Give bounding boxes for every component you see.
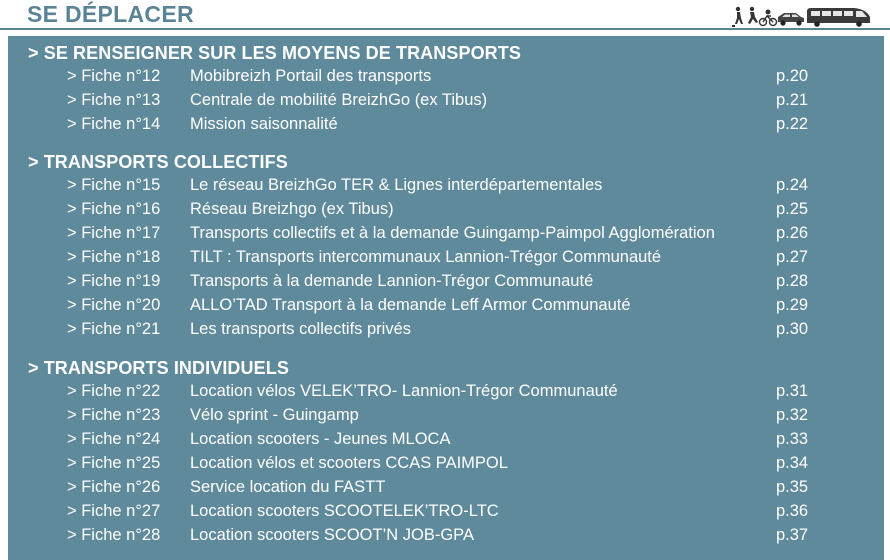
page-number: p.36 (776, 502, 809, 520)
toc-row[interactable] (0, 502, 890, 526)
fiche-title: Location scooters SCOOT’N JOB-GPA (190, 526, 474, 544)
fiche-number: > Fiche n°22 (67, 382, 161, 400)
fiche-title: ALLO’TAD Transport à la demande Leff Armor Communauté (190, 296, 631, 314)
fiche-title: Transports à la demande Lannion-Trégor Communauté (190, 272, 594, 290)
page-number: p.29 (776, 296, 809, 314)
fiche-number: > Fiche n°23 (67, 406, 161, 424)
fiche-number: > Fiche n°28 (67, 526, 161, 544)
page-number: p.30 (776, 320, 809, 338)
page-number: p.31 (776, 382, 809, 400)
fiche-number: > Fiche n°13 (67, 91, 161, 109)
toc-row[interactable] (0, 115, 890, 139)
page-number: p.24 (776, 176, 809, 194)
fiche-number: > Fiche n°21 (67, 320, 161, 338)
fiche-number: > Fiche n°24 (67, 430, 161, 448)
page-number: p.35 (776, 478, 809, 496)
toc-row[interactable] (0, 382, 890, 406)
toc-row[interactable] (0, 91, 890, 115)
fiche-title: Location vélos et scooters CCAS PAIMPOL (190, 454, 508, 472)
toc-row[interactable] (0, 320, 890, 344)
toc-row[interactable] (0, 296, 890, 320)
fiche-number: > Fiche n°25 (67, 454, 161, 472)
fiche-title: Service location du FASTT (190, 478, 386, 496)
page-number: p.33 (776, 430, 809, 448)
fiche-number: > Fiche n°16 (67, 200, 161, 218)
fiche-title: Vélo sprint - Guingamp (190, 406, 359, 424)
fiche-title: Le réseau BreizhGo TER & Lignes interdépartementales (190, 176, 603, 194)
fiche-number: > Fiche n°15 (67, 176, 161, 194)
fiche-title: Mission saisonnalité (190, 115, 338, 133)
fiche-title: Location scooters - Jeunes MLOCA (190, 430, 451, 448)
page-number: p.20 (776, 67, 809, 85)
page-title: SE DÉPLACER (27, 1, 194, 27)
page-number: p.26 (776, 224, 809, 242)
section-heading-individual-transport: > TRANSPORTS INDIVIDUELS (28, 358, 289, 378)
fiche-number: > Fiche n°26 (67, 478, 161, 496)
fiche-number: > Fiche n°20 (67, 296, 161, 314)
fiche-title: Location vélos VELEK’TRO- Lannion-Trégor Communauté (190, 382, 618, 400)
bus-icon (807, 8, 870, 27)
fiche-title: Transports collectifs et à la demande Guingamp-Paimpol Agglomération (190, 224, 715, 242)
page-header (0, 0, 890, 34)
fiche-title: Mobibreizh Portail des transports (190, 67, 432, 85)
fiche-number: > Fiche n°19 (67, 272, 161, 290)
toc-row[interactable] (0, 224, 890, 248)
fiche-number: > Fiche n°17 (67, 224, 161, 242)
runner-icon (748, 7, 758, 24)
toc-row[interactable] (0, 200, 890, 224)
page-number: p.32 (776, 406, 809, 424)
page-number: p.25 (776, 200, 809, 218)
page-number: p.22 (776, 115, 809, 133)
fiche-number: > Fiche n°14 (67, 115, 161, 133)
fiche-number: > Fiche n°18 (67, 248, 161, 266)
fiche-title: TILT : Transports intercommunaux Lannion-Trégor Communauté (190, 248, 662, 266)
car-icon (778, 13, 804, 26)
page-number: p.21 (776, 91, 809, 109)
page-number: p.34 (776, 454, 809, 472)
toc-row[interactable] (0, 176, 890, 200)
toc-row[interactable] (0, 478, 890, 502)
toc-row[interactable] (0, 526, 890, 550)
page-number: p.27 (776, 248, 809, 266)
page-number: p.37 (776, 526, 809, 544)
page-number: p.28 (776, 272, 809, 290)
section-heading-collective-transport: > TRANSPORTS COLLECTIFS (28, 152, 288, 172)
toc-row[interactable] (0, 67, 890, 91)
pedestrian-icon (732, 7, 743, 27)
fiche-title: Réseau Breizhgo (ex Tibus) (190, 200, 394, 218)
fiche-number: > Fiche n°12 (67, 67, 161, 85)
fiche-title: Les transports collectifs privés (190, 320, 412, 338)
fiche-number: > Fiche n°27 (67, 502, 161, 520)
toc-row[interactable] (0, 454, 890, 478)
transport-modes-icon (732, 3, 872, 29)
fiche-title: Location scooters SCOOTELEK’TRO-LTC (190, 502, 499, 520)
toc-row[interactable] (0, 248, 890, 272)
bicycle-icon (760, 10, 777, 25)
toc-row[interactable] (0, 272, 890, 296)
toc-row[interactable] (0, 430, 890, 454)
toc-row[interactable] (0, 406, 890, 430)
section-heading-information: > SE RENSEIGNER SUR LES MOYENS DE TRANSPORTS (28, 43, 521, 63)
fiche-title: Centrale de mobilité BreizhGo (ex Tibus) (190, 91, 488, 109)
